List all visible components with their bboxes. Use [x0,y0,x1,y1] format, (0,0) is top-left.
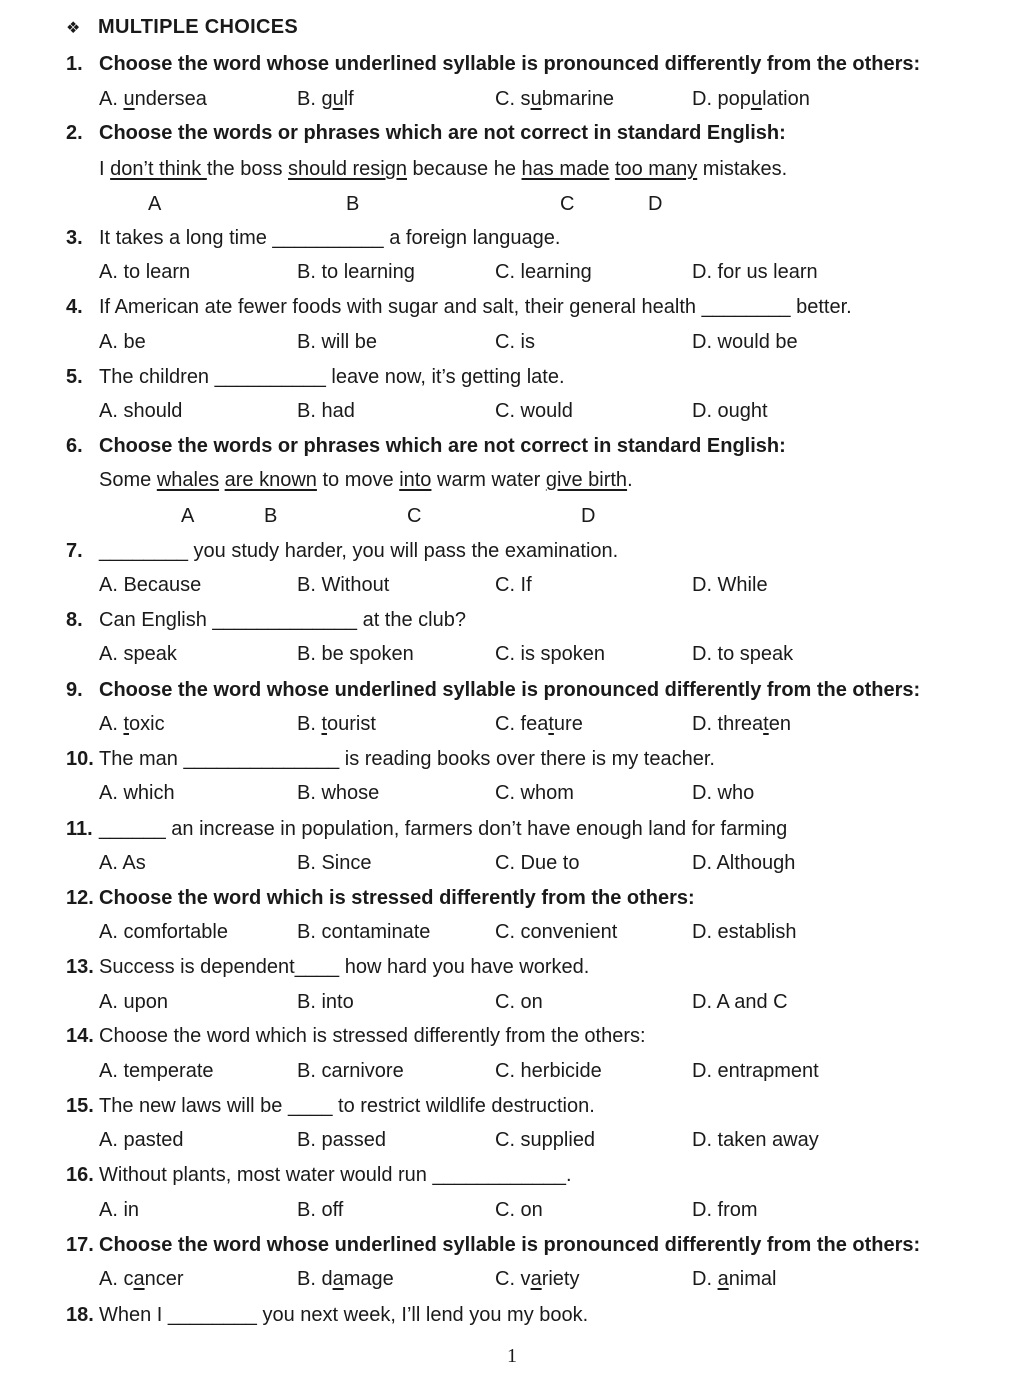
underlined-phrase: give birth [545,469,628,491]
underlined-letter: t [548,713,554,735]
option-d[interactable]: D. A and C [692,991,788,1013]
error-sentence [99,155,787,183]
option-b[interactable] [297,85,354,113]
sentence-text: to move [316,469,400,491]
option-text: riety [541,1268,580,1290]
question-text-after: is reading books over there is my teacher. [339,748,715,770]
option-d[interactable]: D. for us learn [692,261,818,283]
question-number: 6. [66,435,83,457]
question-text: Choose the word whose underlined syllable is pronounced differently from the others: [99,53,921,75]
option-c[interactable]: C. convenient [495,921,618,943]
option-text: mage [343,1268,394,1290]
option-a[interactable]: A. upon [99,991,168,1013]
question-16 [66,1161,572,1189]
option-c[interactable]: C. herbicide [495,1060,602,1082]
page-number: 1 [507,1345,517,1367]
underlined-letter: u [332,88,344,110]
question-text-after: a foreign language. [383,227,561,249]
answer-blank: ________ [167,1304,257,1326]
option-text: D. pop [692,88,751,110]
option-text: B. g [297,88,333,110]
option-b[interactable]: B. to learning [297,261,415,283]
option-text: ure [553,713,583,735]
option-c[interactable]: C. is spoken [495,643,606,665]
option-a[interactable]: A. comfortable [99,921,228,943]
question-3 [66,224,560,252]
answer-blank: __________ [214,366,326,388]
option-a[interactable]: A. Because [99,574,202,596]
option-b[interactable]: B. Without [297,574,390,596]
question-text-before: The man [99,748,184,770]
section-title: MULTIPLE CHOICES [98,16,298,38]
underlined-phrase: are known [224,469,317,491]
option-text: B. d [297,1268,333,1290]
question-text-after: leave now, it’s getting late. [325,366,565,388]
option-a[interactable]: A. temperate [99,1060,214,1082]
option-d[interactable] [692,85,810,113]
option-a[interactable]: A. As [99,852,146,874]
question-text-before: The children [99,366,215,388]
underlined-phrase: into [399,469,432,491]
question-6 [66,432,786,460]
option-text: A. [99,713,124,735]
sentence-text: warm water [431,469,546,491]
option-a[interactable] [99,710,165,738]
option-d[interactable]: D. taken away [692,1129,819,1151]
question-18 [66,1301,588,1329]
option-b[interactable]: B. contaminate [297,921,431,943]
option-b[interactable]: B. into [297,991,354,1013]
underlined-phrase: too many [614,158,698,180]
option-a[interactable]: A. pasted [99,1129,184,1151]
option-d[interactable]: D. While [692,574,768,596]
question-number: 9. [66,679,83,701]
sentence-text: Some [99,469,157,491]
option-c[interactable]: C. whom [495,782,574,804]
question-number: 17. [66,1234,94,1256]
option-b[interactable]: B. passed [297,1129,386,1151]
option-text: D. threa [692,713,764,735]
option-d[interactable]: D. to speak [692,643,794,665]
question-number: 8. [66,609,83,631]
question-number: 10. [66,748,94,770]
question-number: 4. [66,296,83,318]
underlined-letter: t [763,713,769,735]
option-a[interactable]: A. to learn [99,261,191,283]
diamond-bullet-icon: ❖ [66,19,81,37]
option-text: A. [99,88,124,110]
question-number: 18. [66,1304,94,1326]
option-text: C. s [495,88,531,110]
option-letter-b: B [346,193,360,215]
underlined-letter: a [133,1268,145,1290]
underlined-letter: a [717,1268,729,1290]
question-text: Choose the word whose underlined syllable is pronounced differently from the others: [99,679,921,701]
question-text-after: an increase in population, farmers don’t have enough land for farming [165,818,788,840]
sentence-text: because he [407,158,522,180]
question-number: 7. [66,540,83,562]
question-text-before: Choose the word which is stressed differently from the others: [99,1025,646,1047]
answer-blank: ____ [294,956,340,978]
option-b[interactable]: B. will be [297,331,378,353]
underlined-phrase: don’t think [110,158,207,180]
option-text: bmarine [541,88,614,110]
option-c[interactable]: C. If [495,574,532,596]
underlined-letter: t [123,713,130,735]
option-c[interactable]: C. on [495,991,543,1013]
option-letter-c: C [407,505,422,527]
section-heading [66,16,298,39]
option-letters [0,502,1024,530]
question-number: 14. [66,1025,94,1047]
option-text: lation [762,88,810,110]
sentence-text: I [99,158,111,180]
option-text: nimal [728,1268,777,1290]
question-text-after: you study harder, you will pass the examination. [187,540,619,562]
option-text: ncer [144,1268,184,1290]
option-text: ndersea [134,88,207,110]
option-d[interactable]: D. would be [692,331,798,353]
question-text-after: how hard you have worked. [339,956,590,978]
question-1 [66,50,920,78]
option-text: C. fea [495,713,549,735]
sentence-text: mistakes. [697,158,788,180]
question-8 [66,606,466,634]
underlined-letter: a [530,1268,542,1290]
question-text-before: If American ate fewer foods with sugar and salt, their general health [99,296,702,318]
question-17 [66,1231,920,1259]
question-13 [66,953,589,981]
option-b[interactable]: B. whose [297,782,380,804]
option-text: C. v [495,1268,531,1290]
option-b[interactable]: B. Since [297,852,372,874]
answer-blank: ______ [99,818,166,840]
option-c[interactable]: C. on [495,1199,543,1221]
option-d[interactable]: D. Although [692,852,796,874]
question-text-before: Without plants, most water would run [99,1164,433,1186]
answer-blank: ____ [287,1095,333,1117]
question-text-before: The new laws will be [99,1095,288,1117]
option-a[interactable] [99,1265,183,1293]
question-text-before: It takes a long time [99,227,273,249]
option-d[interactable]: D. establish [692,921,797,943]
option-text: en [768,713,791,735]
question-number: 12. [66,887,94,909]
answer-blank: __________ [272,227,384,249]
option-c[interactable]: C. would [495,400,573,422]
question-text-before: When I [99,1304,168,1326]
option-text: B. [297,713,322,735]
option-d[interactable] [692,710,791,738]
option-a[interactable]: A. in [99,1199,140,1221]
option-text: A. c [99,1268,134,1290]
question-12 [66,884,695,912]
question-15 [66,1092,595,1120]
question-10 [66,745,715,773]
option-a[interactable]: A. should [99,400,183,422]
option-c[interactable] [495,85,614,113]
underlined-letter: a [332,1268,344,1290]
option-text: lf [343,88,354,110]
option-b[interactable] [297,1265,394,1293]
error-sentence [99,466,633,494]
option-letter-c: C [560,193,575,215]
question-number: 1. [66,53,83,75]
question-text: Choose the words or phrases which are not correct in standard English: [99,122,786,144]
option-c[interactable]: C. supplied [495,1129,596,1151]
option-letter-d: D [581,505,596,527]
question-4 [66,293,852,321]
underlined-phrase: whales [156,469,220,491]
question-text: Choose the word whose underlined syllable is pronounced differently from the others: [99,1234,921,1256]
option-text: oxic [129,713,165,735]
question-text-after: at the club? [357,609,466,631]
option-a[interactable]: A. which [99,782,175,804]
question-number: 5. [66,366,83,388]
underlined-letter: t [321,713,328,735]
question-text: Choose the words or phrases which are not correct in standard English: [99,435,786,457]
underlined-phrase: has made [521,158,610,180]
option-d[interactable] [692,1265,776,1293]
option-a[interactable]: A. speak [99,643,177,665]
answer-blank: _____________ [212,609,358,631]
option-letters [0,190,1024,218]
question-text: Choose the word which is stressed differently from the others: [99,887,695,909]
option-text: ourist [327,713,376,735]
question-5 [66,363,565,391]
underlined-letter: u [750,88,763,110]
question-number: 13. [66,956,94,978]
question-text-after: you next week, I’ll lend you my book. [256,1304,589,1326]
option-d[interactable]: D. entrapment [692,1060,819,1082]
option-b[interactable] [297,710,376,738]
question-2 [66,119,786,147]
option-c[interactable]: C. Due to [495,852,580,874]
option-c[interactable] [495,710,583,738]
option-letter-d: D [648,193,663,215]
question-number: 3. [66,227,83,249]
option-a[interactable] [99,85,207,113]
option-b[interactable]: B. had [297,400,355,422]
question-7 [66,537,618,565]
option-c[interactable] [495,1265,579,1293]
option-letter-a: A [148,193,162,215]
sentence-text: . [627,469,633,491]
question-11 [66,815,787,843]
underlined-phrase: should resign [288,158,407,180]
question-9 [66,676,920,704]
underlined-letter: u [123,88,135,110]
option-a[interactable]: A. be [99,331,146,353]
option-c[interactable]: C. is [495,331,535,353]
answer-blank: ______________ [183,748,340,770]
question-14 [66,1022,646,1050]
question-number: 2. [66,122,83,144]
option-b[interactable]: B. carnivore [297,1060,404,1082]
option-letter-b: B [264,505,278,527]
question-number: 16. [66,1164,94,1186]
question-number: 11. [66,818,93,840]
question-text-after: . [565,1164,572,1186]
question-text-after: better. [790,296,852,318]
option-c[interactable]: C. learning [495,261,592,283]
answer-blank: ________ [99,540,188,562]
option-b[interactable]: B. be spoken [297,643,414,665]
question-number: 15. [66,1095,94,1117]
option-text: D. [692,1268,718,1290]
option-letter-a: A [181,505,195,527]
option-b[interactable]: B. off [297,1199,344,1221]
question-text-before: Can English [99,609,213,631]
underlined-letter: u [530,88,542,110]
option-d[interactable]: D. from [692,1199,758,1221]
question-text-before: Success is dependent [99,956,295,978]
question-text-after: to restrict wildlife destruction. [332,1095,595,1117]
option-d[interactable]: D. who [692,782,755,804]
answer-blank: ________ [701,296,791,318]
option-d[interactable]: D. ought [692,400,768,422]
answer-blank: ____________ [432,1164,566,1186]
sentence-text: the boss [206,158,289,180]
